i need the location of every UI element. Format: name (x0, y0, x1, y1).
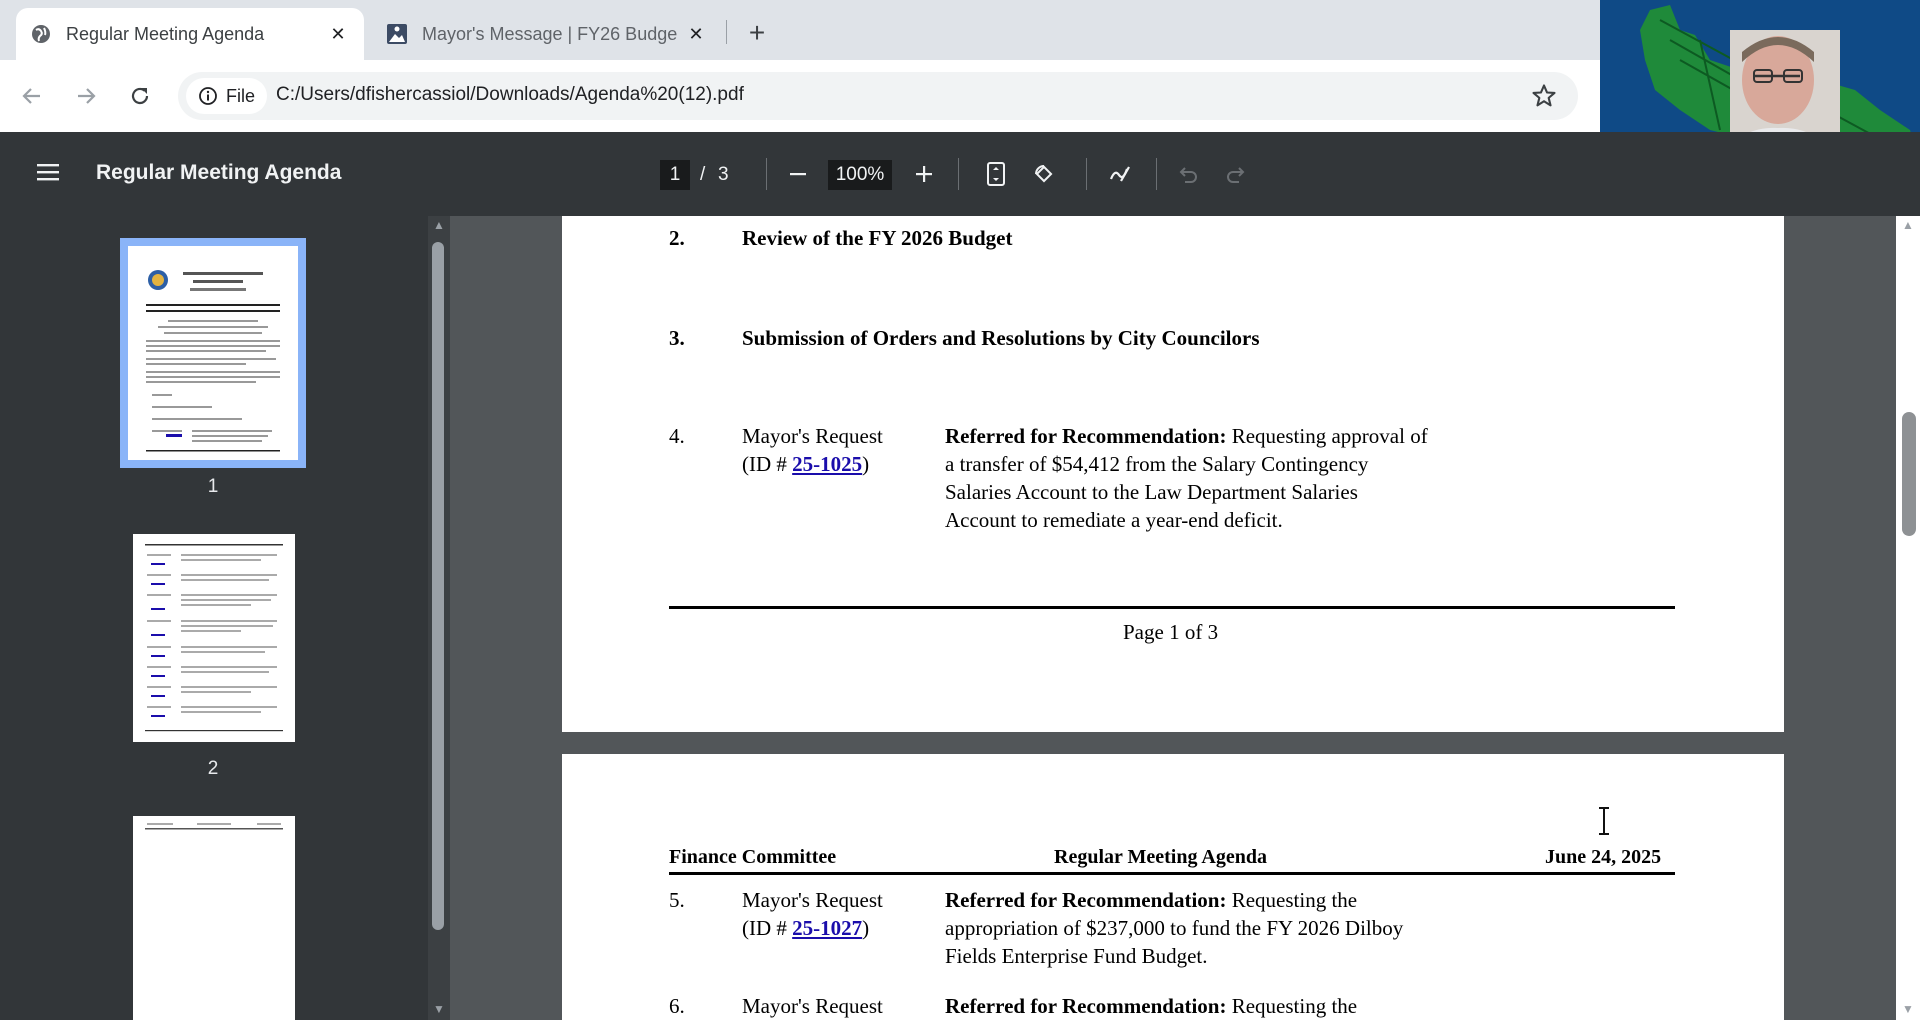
thumbnail-sidebar (0, 216, 428, 1020)
thumbnail-label: 2 (207, 758, 219, 779)
item-description: Referred for Recommendation: Requesting the (945, 888, 1358, 912)
item-description: Referred for Recommendation: Requesting approval of (945, 424, 1428, 448)
browser-toolbar (0, 60, 1600, 132)
header-rule (669, 872, 1675, 875)
page-header-right: June 24, 2025 (1545, 846, 1662, 868)
zoom-in-icon[interactable] (906, 156, 942, 192)
item-description-line: a transfer of $54,412 from the Salary Contingency (945, 452, 1369, 476)
image-icon (386, 23, 408, 45)
toolbar-divider (1156, 158, 1157, 190)
rotate-icon[interactable] (1026, 156, 1062, 192)
page-number-input[interactable]: 1 (660, 160, 690, 190)
requester: Mayor's Request (742, 888, 883, 912)
thumbnail-preview (128, 246, 298, 460)
requester: Mayor's Request (742, 994, 883, 1018)
id-link[interactable]: 25-1025 (792, 452, 863, 476)
tab-title: Mayor's Message | FY26 Budge (422, 23, 678, 44)
fit-to-page-icon[interactable] (978, 156, 1014, 192)
id-link[interactable]: 25-1027 (792, 916, 863, 940)
globe-icon (30, 23, 52, 45)
undo-icon[interactable] (1170, 156, 1206, 192)
pdf-page-2 (562, 754, 1784, 1020)
toolbar-divider (958, 158, 959, 190)
tab-mayors-message[interactable] (372, 8, 722, 60)
page-thumbnail-1[interactable] (128, 246, 298, 460)
close-tab-icon[interactable]: ✕ (330, 23, 346, 44)
zoom-level-input[interactable]: 100% (828, 160, 892, 190)
footer-rule (669, 606, 1675, 609)
thumbnail-preview (133, 816, 295, 1020)
thumbnail-preview (133, 534, 295, 742)
zoom-out-icon[interactable] (780, 156, 816, 192)
request-id: (ID # 25-1025) (742, 452, 870, 476)
item-description-line: Fields Enterprise Fund Budget. (945, 944, 1208, 968)
text-cursor-icon (1597, 806, 1611, 836)
site-chip-label: File (226, 85, 256, 106)
sidebar-scroll-thumb[interactable] (432, 242, 444, 930)
item-description-line: Account to remediate a year-end deficit. (945, 508, 1283, 532)
main-scroll-thumb[interactable] (1902, 412, 1916, 536)
new-tab-icon[interactable]: + (748, 17, 766, 48)
tab-regular-meeting-agenda[interactable] (16, 8, 364, 60)
item-description-line: Salaries Account to the Law Department Salaries (945, 480, 1358, 504)
pdf-title: Regular Meeting Agenda (96, 161, 342, 184)
address-bar[interactable] (178, 72, 1578, 120)
pdf-toolbar (0, 132, 1920, 216)
item-number: 4. (669, 424, 685, 448)
bookmark-star-icon[interactable] (1530, 82, 1558, 110)
page-thumbnail-2[interactable] (133, 534, 295, 742)
page-header-center: Regular Meeting Agenda (1054, 846, 1267, 868)
item-number: 6. (669, 994, 685, 1018)
forward-icon[interactable] (68, 78, 104, 114)
scroll-down-arrow-icon[interactable]: ▼ (433, 1002, 445, 1016)
item-description-line: appropriation of $237,000 to fund the FY 2026 Dilboy (945, 916, 1404, 940)
item-number: 2. (669, 226, 685, 250)
url-text[interactable]: C:/Users/dfishercassiol/Downloads/Agenda%20(12).pdf (276, 84, 744, 105)
redo-icon[interactable] (1218, 156, 1254, 192)
pdf-viewer (0, 216, 1920, 1020)
item-description: Referred for Recommendation: Requesting the (945, 994, 1358, 1018)
tab-title: Regular Meeting Agenda (66, 23, 265, 44)
back-icon[interactable] (14, 78, 50, 114)
scroll-up-arrow-icon[interactable]: ▲ (1902, 218, 1914, 232)
menu-icon[interactable] (34, 158, 62, 186)
item-number: 3. (669, 326, 685, 350)
request-id: (ID # 25-1027) (742, 916, 870, 940)
reload-icon[interactable] (122, 78, 158, 114)
site-info-chip[interactable] (186, 78, 267, 114)
scroll-up-arrow-icon[interactable]: ▲ (433, 218, 445, 232)
tab-strip (0, 0, 1600, 60)
agenda-heading: Submission of Orders and Resolutions by City Councilors (742, 326, 1260, 350)
agenda-heading: Review of the FY 2026 Budget (742, 226, 1013, 250)
annotate-pen-icon[interactable] (1102, 156, 1138, 192)
main-scrollbar[interactable] (1896, 216, 1920, 1020)
item-number: 5. (669, 888, 685, 912)
page-footer: Page 1 of 3 (1123, 620, 1219, 644)
toolbar-divider (766, 158, 767, 190)
thumbnail-label: 1 (207, 476, 219, 497)
pdf-page-1 (562, 216, 1784, 732)
page-total: 3 (718, 164, 729, 185)
tab-divider (726, 20, 727, 44)
scroll-down-arrow-icon[interactable]: ▼ (1902, 1002, 1914, 1016)
page-thumbnail-3[interactable] (133, 816, 295, 1020)
info-icon (198, 86, 218, 106)
page-separator: / (700, 164, 706, 185)
close-tab-icon[interactable]: ✕ (688, 23, 704, 44)
page-header-left: Finance Committee (669, 846, 837, 868)
toolbar-divider (1086, 158, 1087, 190)
requester: Mayor's Request (742, 424, 883, 448)
